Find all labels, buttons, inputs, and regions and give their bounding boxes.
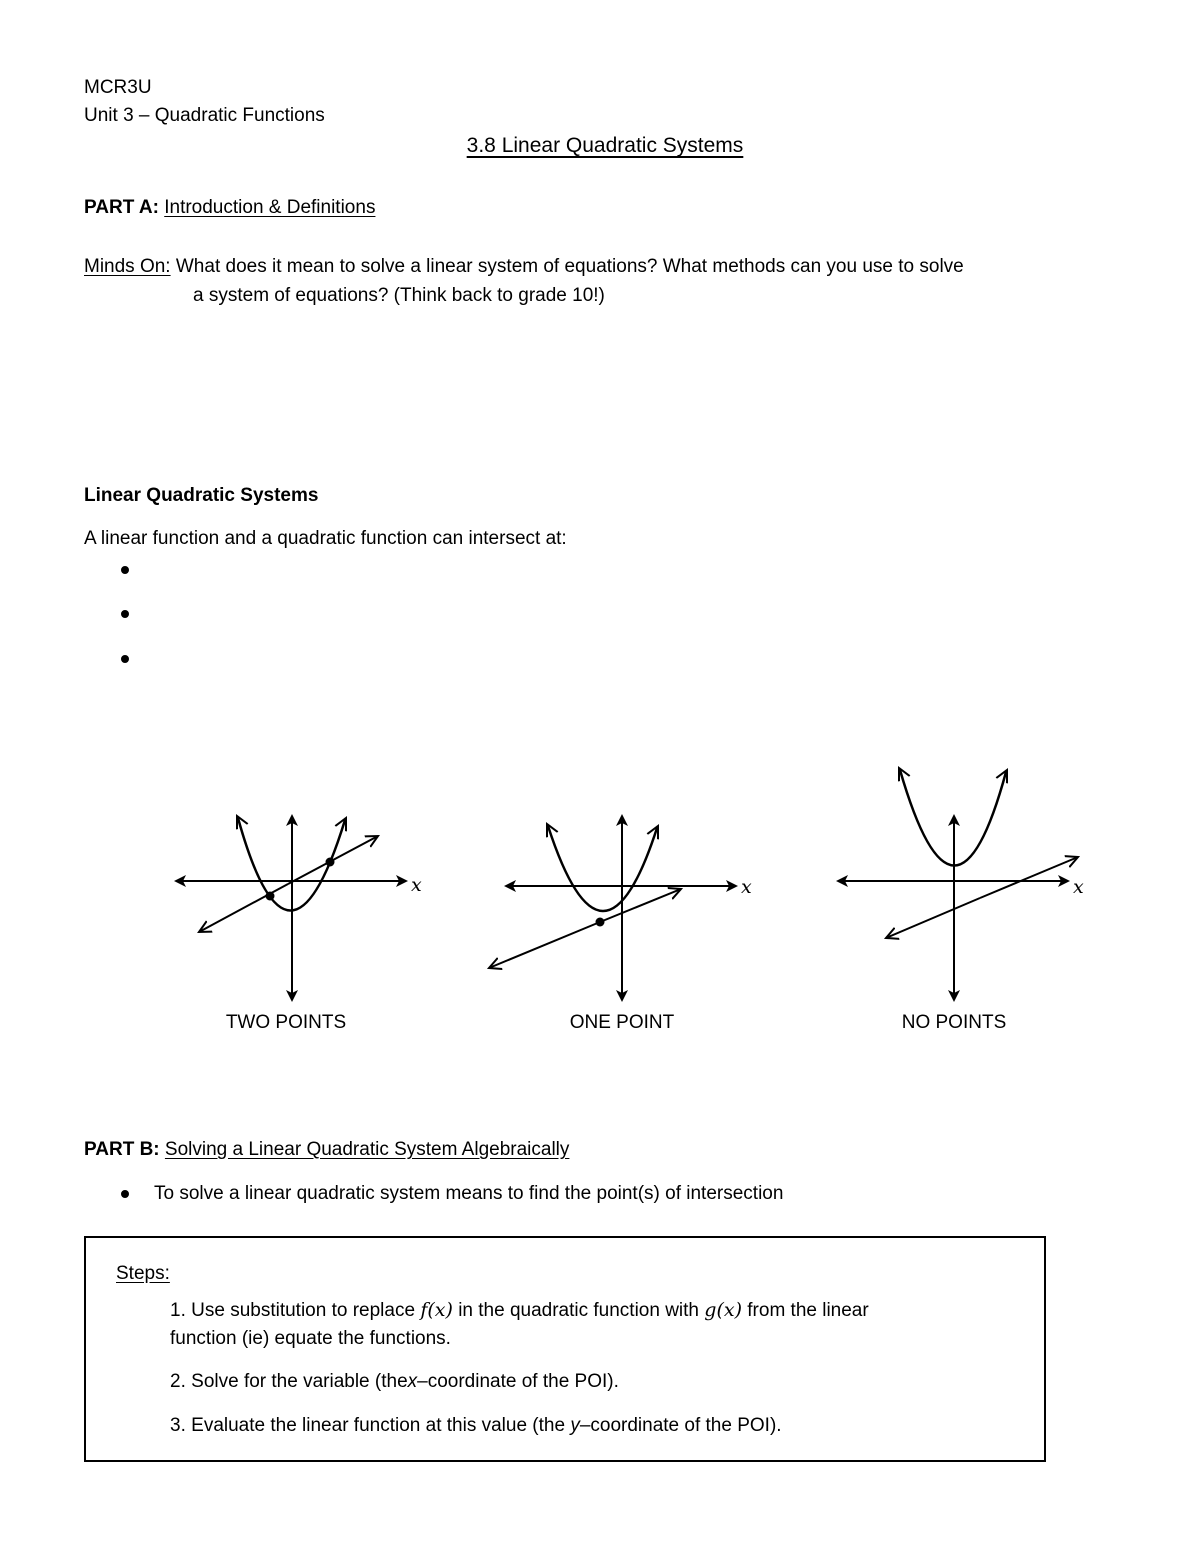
course-code: MCR3U [84, 77, 152, 98]
step-1-line1 [170, 1298, 869, 1323]
steps-title: Steps: [116, 1263, 170, 1284]
page-title-text: 3.8 Linear Quadratic Systems [466, 134, 744, 157]
minds-on-line1 [84, 255, 964, 279]
axis-label-x: x [1073, 876, 1084, 898]
bullet-point [121, 1190, 129, 1198]
step-3-text-a: Evaluate the linear function at this value (the [191, 1415, 566, 1436]
step-2-text-a: Solve for the variable (the [191, 1371, 408, 1392]
caption-two-points: TWO POINTS [225, 1012, 347, 1033]
graph-one-point [489, 816, 736, 1000]
minds-on-line2: a system of equations? (Think back to grade 10!) [193, 285, 605, 306]
parabola [548, 826, 657, 911]
parabola-arrow-left [547, 824, 548, 826]
graph-two-points [176, 816, 406, 1000]
step-3 [170, 1414, 782, 1438]
parabola-arrow-right [657, 826, 658, 828]
part-b-label: PART B: [84, 1139, 160, 1160]
lqs-heading: Linear Quadratic Systems [84, 485, 319, 506]
step-1-text-b: in the quadratic function with [458, 1300, 699, 1321]
lqs-intro: A linear function and a quadratic function can intersect at: [84, 528, 567, 549]
step-2 [170, 1370, 619, 1394]
part-b-bullet-text: To solve a linear quadratic system means to find the point(s) of intersection [154, 1183, 784, 1204]
step-1-gx: g(x) [704, 1299, 742, 1321]
step-2-number: 2. [170, 1371, 186, 1392]
step-1-line2: function (ie) equate the functions. [170, 1328, 451, 1349]
parabola-arrow-right [1006, 770, 1007, 772]
minds-on-question: What does it mean to solve a linear system of equations? What methods can you use to solve [175, 256, 964, 277]
axis-label-x: x [411, 874, 422, 896]
intersection-point [266, 892, 275, 901]
step-2-text-b: –coordinate of the POI). [417, 1371, 619, 1392]
step-1-text-a: Use substitution to replace [191, 1300, 416, 1321]
part-a-title: Introduction & Definitions [164, 197, 376, 218]
intersection-graphs [0, 740, 1200, 1040]
line-arrow-right [980, 857, 1078, 898]
line-arrow-left [199, 884, 288, 932]
tangent-point [596, 918, 605, 927]
step-3-variable: y [570, 1415, 580, 1436]
bullet-point [121, 566, 129, 574]
step-1-number: 1. [170, 1300, 186, 1321]
part-b-heading [84, 1138, 569, 1162]
bullet-point [121, 655, 129, 663]
bullet-point [121, 610, 129, 618]
step-2-variable: x [407, 1371, 418, 1392]
part-a-label: PART A: [84, 197, 159, 218]
part-a-heading [84, 196, 375, 220]
line-arrow-left [489, 922, 600, 968]
line-arrow-right [600, 889, 681, 922]
axis-label-x: x [741, 876, 752, 898]
step-3-number: 3. [170, 1415, 186, 1436]
step-1-fx: f(x) [420, 1299, 453, 1321]
graph-no-points [838, 768, 1078, 1000]
step-3-text-b: –coordinate of the POI). [579, 1415, 782, 1436]
parabola-arrow-right [345, 818, 346, 820]
step-1-text-c: from the linear [747, 1300, 869, 1321]
unit-label: Unit 3 – Quadratic Functions [84, 105, 325, 126]
parabola-arrow-left [899, 768, 900, 770]
line-arrow-left [886, 898, 980, 938]
page-title [0, 134, 1200, 158]
intersection-point [326, 858, 335, 867]
part-b-title: Solving a Linear Quadratic System Algebraically [164, 1139, 570, 1160]
parabola-arrow-left [237, 816, 238, 818]
caption-one-point: ONE POINT [569, 1012, 675, 1033]
caption-no-points: NO POINTS [901, 1012, 1007, 1033]
minds-on-label: Minds On: [84, 256, 171, 277]
